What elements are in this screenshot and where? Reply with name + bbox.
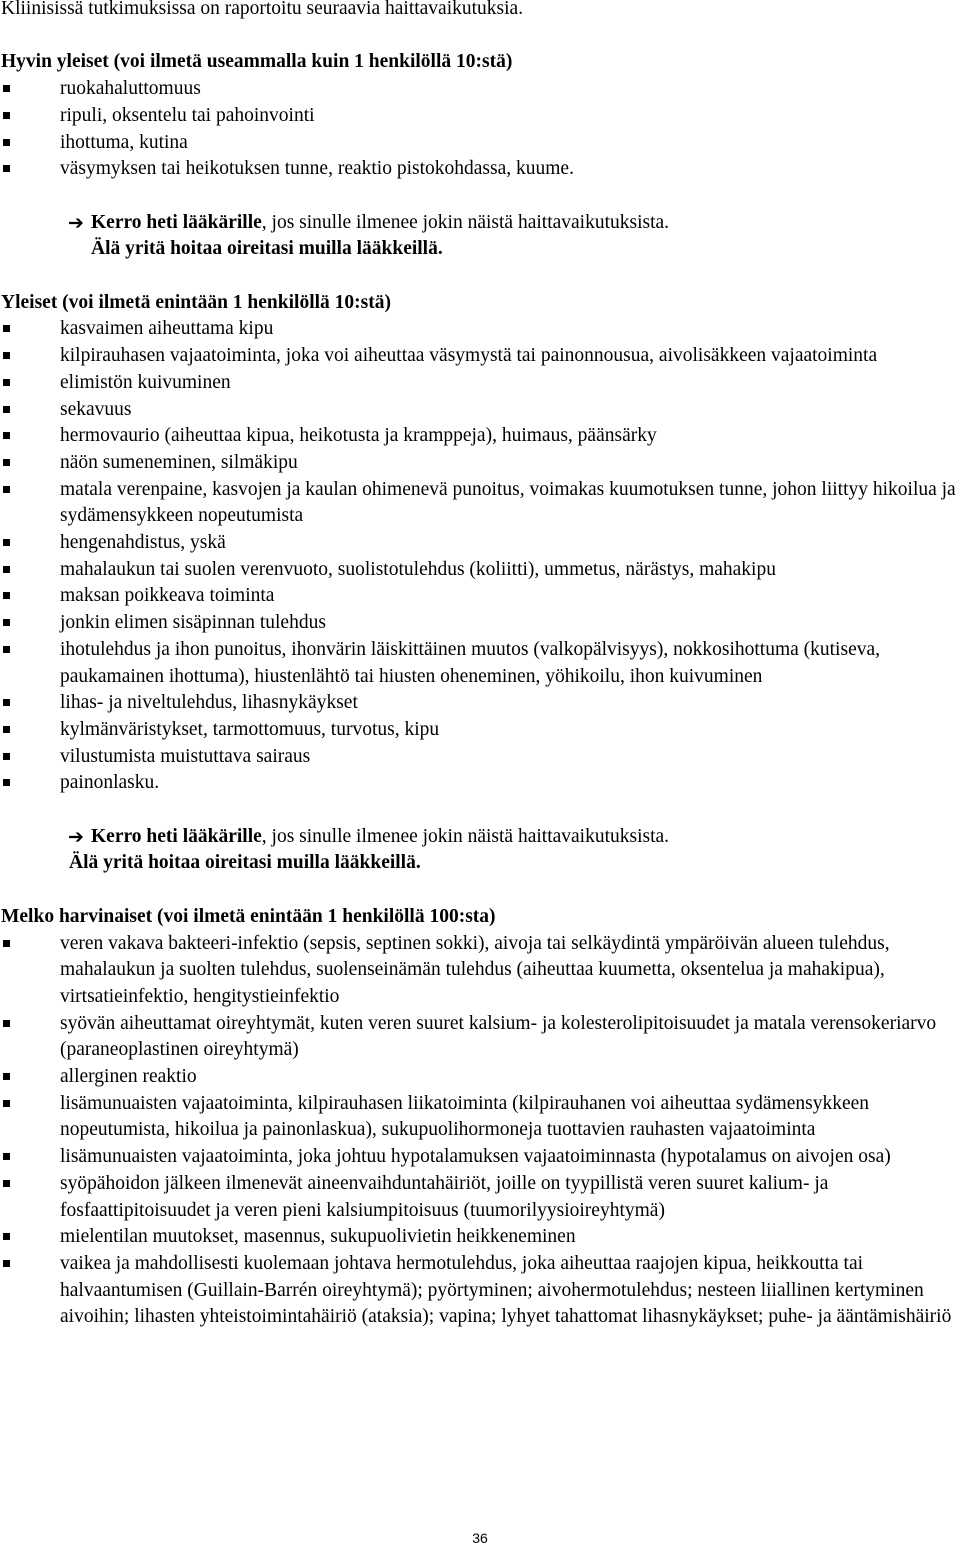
- intro-text: Kliinisissä tutkimuksissa on raportoitu seuraavia haittavaikutuksia.: [1, 0, 524, 19]
- list-item: matala verenpaine, kasvojen ja kaulan ohimenevä punoitus, voimakas kuumotuksen tunne, johon liittyy hikoilua ja sydämensykkeen nopeutumista: [0, 477, 960, 530]
- spacer: [0, 183, 960, 210]
- section-very-common: [0, 49, 960, 289]
- bullet-icon: [3, 112, 10, 119]
- bullet-icon: [3, 753, 10, 760]
- bullet-icon: [3, 85, 10, 92]
- list-item: maksan poikkeava toiminta: [0, 583, 960, 610]
- warning-bold: Kerro heti lääkärille: [91, 211, 262, 233]
- bullet-icon: [3, 432, 10, 439]
- list-item: vaikea ja mahdollisesti kuolemaan johtava hermotulehdus, joka aiheuttaa raajojen kipua, heikkoutta tai halvaantumisen (Guillain-Barrén oireyhtymä); pyörtyminen; aivohermotulehdus; nesteen liiallinen kertyminen aivoihin; lihasten yhteistoimintahäiriö (ataksia); vapina; lyhyet tahattomat lihasnykäykset; puhe- ja ääntämishäiriö: [0, 1251, 960, 1331]
- bullet-icon: [3, 779, 10, 786]
- bullet-icon: [3, 325, 10, 332]
- warning-line2: Älä yritä hoitaa oireitasi muilla lääkkeillä.: [91, 238, 443, 260]
- bullet-icon: [3, 646, 10, 653]
- section-common: [0, 290, 960, 904]
- bullet-icon: [3, 352, 10, 359]
- list-item: jonkin elimen sisäpinnan tulehdus: [0, 610, 960, 637]
- warning-text: , jos sinulle ilmenee jokin näistä haittavaikutuksista.: [261, 211, 670, 233]
- section-uncommon: [0, 904, 960, 1331]
- bullet-icon: [3, 1233, 10, 1240]
- section-heading: Yleiset (voi ilmetä enintään 1 henkilöllä 10:stä): [1, 291, 391, 313]
- list-item: elimistön kuivuminen: [0, 370, 960, 397]
- list-item: ruokahaluttomuus: [0, 76, 960, 103]
- list-item: lisämunuaisten vajaatoiminta, joka johtuu hypotalamuksen vajaatoiminnasta (hypotalamus on aivojen osa): [0, 1144, 960, 1171]
- bullet-icon: [3, 1180, 10, 1187]
- list-item: hengenahdistus, yskä: [0, 530, 960, 557]
- warning-note: [0, 210, 960, 263]
- bullet-icon: [3, 1153, 10, 1160]
- bullet-icon: [3, 726, 10, 733]
- list-item: ripuli, oksentelu tai pahoinvointi: [0, 103, 960, 130]
- bullet-icon: [3, 1260, 10, 1267]
- bullet-icon: [3, 165, 10, 172]
- list-item: lisämunuaisten vajaatoiminta, kilpirauhasen liikatoiminta (kilpirauhanen voi aiheuttaa sydämensykkeen nopeutumista, hikoilua ja painonlaskua), sukupuolihormoneja tuottavien rauhasten vajaatoiminta: [0, 1091, 960, 1144]
- spacer: [0, 797, 960, 824]
- bullet-icon: [3, 1100, 10, 1107]
- bullet-icon: [3, 1020, 10, 1027]
- list-item: sekavuus: [0, 397, 960, 424]
- list-item: näön sumeneminen, silmäkipu: [0, 450, 960, 477]
- side-effect-list: [0, 316, 960, 797]
- bullet-icon: [3, 1073, 10, 1080]
- spacer: [0, 23, 960, 50]
- list-item: painonlasku.: [0, 770, 960, 797]
- spacer: [0, 877, 960, 904]
- side-effect-list: [0, 931, 960, 1332]
- bullet-icon: [3, 566, 10, 573]
- warning-note: [0, 824, 960, 877]
- bullet-icon: [3, 379, 10, 386]
- warning-line2: Älä yritä hoitaa oireitasi muilla lääkkeillä.: [69, 852, 421, 874]
- section-heading: Hyvin yleiset (voi ilmetä useammalla kuin 1 henkilöllä 10:stä): [1, 51, 513, 73]
- list-item: syövän aiheuttamat oireyhtymät, kuten veren suuret kalsium- ja kolesterolipitoisuudet ja matala verensokeriarvo (paraneoplastinen oireyhtymä): [0, 1011, 960, 1064]
- bullet-icon: [3, 486, 10, 493]
- list-item: mahalaukun tai suolen verenvuoto, suolistotulehdus (koliitti), ummetus, närästys, mahakipu: [0, 557, 960, 584]
- section-heading: Melko harvinaiset (voi ilmetä enintään 1 henkilöllä 100:sta): [1, 905, 496, 927]
- list-item: allerginen reaktio: [0, 1064, 960, 1091]
- bullet-icon: [3, 619, 10, 626]
- list-item: kasvaimen aiheuttama kipu: [0, 316, 960, 343]
- warning-text: , jos sinulle ilmenee jokin näistä haittavaikutuksista.: [261, 825, 670, 847]
- warning-bold: Kerro heti lääkärille: [91, 825, 262, 847]
- bullet-icon: [3, 592, 10, 599]
- list-item: kilpirauhasen vajaatoiminta, joka voi aiheuttaa väsymystä tai painonnousua, aivolisäkkeen vajaatoiminta: [0, 343, 960, 370]
- bullet-icon: [3, 940, 10, 947]
- list-item: ihottuma, kutina: [0, 130, 960, 157]
- bullet-icon: [3, 139, 10, 146]
- list-item: syöpähoidon jälkeen ilmenevät aineenvaihduntahäiriöt, joille on tyypillistä veren suuret kalium- ja fosfaattipitoisuudet ja veren pieni kalsiumpitoisuus (tuumorilyysioireyhtymä): [0, 1171, 960, 1224]
- side-effect-list: [0, 76, 960, 183]
- spacer: [0, 263, 960, 290]
- list-item: kylmänväristykset, tarmottomuus, turvotus, kipu: [0, 717, 960, 744]
- bullet-icon: [3, 539, 10, 546]
- list-item: veren vakava bakteeri-infektio (sepsis, septinen sokki), aivoja tai selkäydintä ympäröivän alueen tulehdus, mahalaukun ja suolten tulehdus, suolenseinämän tulehdus (aiheuttaa kuumetta, oksentelua ja mahakipua), virtsatieinfektio, hengitystieinfektio: [0, 931, 960, 1011]
- page-number: 36: [472, 1530, 488, 1546]
- list-item: hermovaurio (aiheuttaa kipua, heikotusta ja kramppeja), huimaus, päänsärky: [0, 423, 960, 450]
- list-item: mielentilan muutokset, masennus, sukupuolivietin heikkeneminen: [0, 1224, 960, 1251]
- list-item: väsymyksen tai heikotuksen tunne, reaktio pistokohdassa, kuume.: [0, 156, 960, 183]
- arrow-right-icon: ➔: [68, 211, 84, 234]
- list-item: lihas- ja niveltulehdus, lihasnykäykset: [0, 690, 960, 717]
- bullet-icon: [3, 406, 10, 413]
- list-item: ihotulehdus ja ihon punoitus, ihonvärin läiskittäinen muutos (valkopälvisyys), nokkosihottuma (kutiseva, paukamainen ihottuma), hiustenlähtö tai hiusten oheneminen, yöhikoilu, ihon kuivuminen: [0, 637, 960, 690]
- arrow-right-icon: ➔: [68, 825, 84, 848]
- bullet-icon: [3, 459, 10, 466]
- list-item: vilustumista muistuttava sairaus: [0, 744, 960, 771]
- bullet-icon: [3, 699, 10, 706]
